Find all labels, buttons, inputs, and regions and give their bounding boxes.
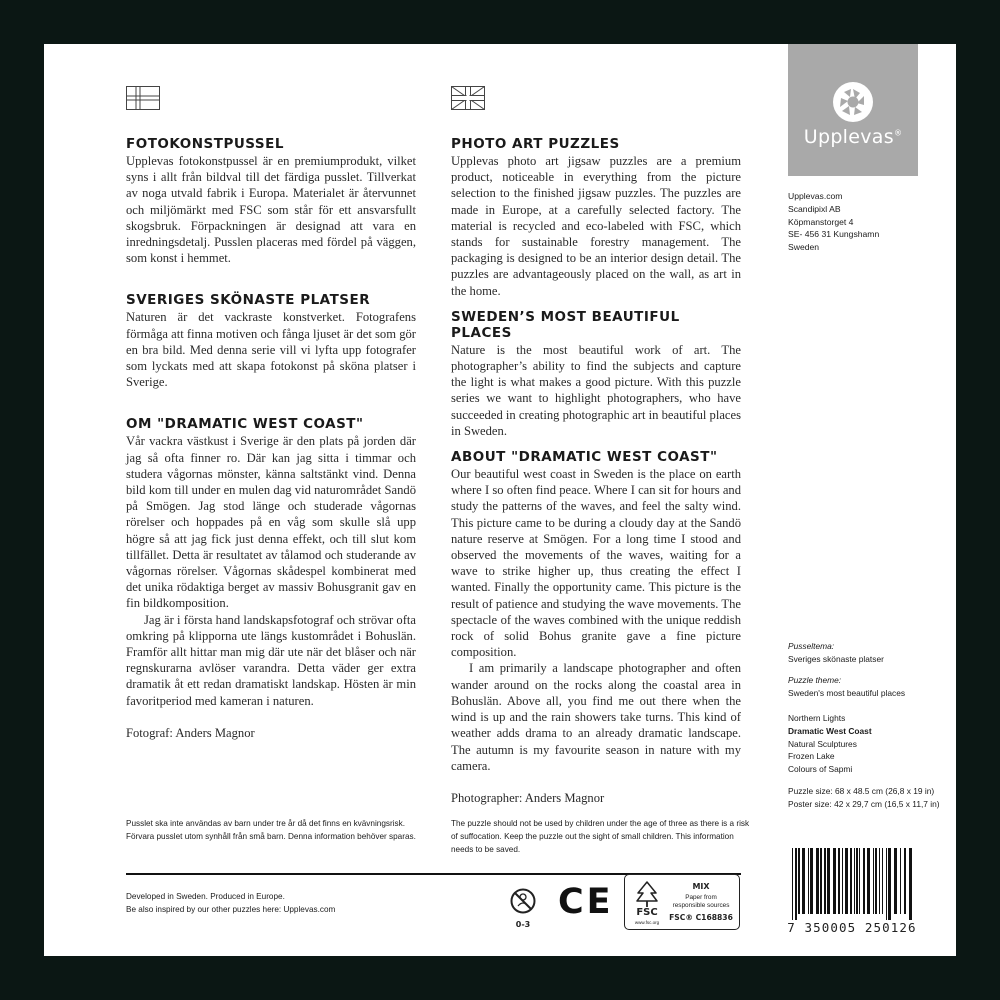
english-column	[451, 136, 741, 806]
barcode-bar	[810, 848, 813, 914]
barcode-bar	[873, 848, 874, 914]
warning-en	[451, 818, 749, 856]
address-line: SE- 456 31 Kungshamn	[788, 229, 880, 240]
uk-flag-icon	[451, 86, 485, 110]
swedish-flag-icon	[126, 86, 160, 110]
section-title: SVERIGES SKÖNASTE PLATSER	[126, 292, 371, 309]
barcode-bar	[909, 848, 912, 920]
footer-text	[126, 890, 335, 916]
package-back	[44, 44, 956, 956]
theme-label-sv: Pusseltema:	[788, 641, 835, 651]
warning-line: of suffocation. Keep the puzzle out the sight of small children. This information	[451, 831, 734, 841]
fsc-url: www.fsc.org	[634, 920, 660, 925]
barcode-bar	[816, 848, 819, 914]
section-body: Our beautiful west coast in Sweden is the place on earth where I so often find peace. Where I can sit for hours and study the patterns of the waves, and feel the salty wind. This picture came to be during a cloudy day at the Sandö nature reserve at Smögen. For a long time I stood and observed the movements of the waves, waiting for a wave to strike higher up, thus creating the effect I wanted. Finally the opportunity came. This picture is the result of patience and studying the wave movements. The spectacle of the waves combined with the unique reddish rock of solid Bohus granite gave a fine picture composition.	[451, 467, 741, 660]
barcode-bar	[820, 848, 822, 914]
section-title: ABOUT "DRAMATIC WEST COAST"	[451, 449, 718, 466]
barcode-bar	[882, 848, 883, 914]
ce-mark: CE	[558, 882, 614, 922]
address-line: Köpmanstorget 4	[788, 216, 854, 227]
barcode-bar	[808, 848, 809, 914]
barcode-bar	[842, 848, 843, 914]
series-item: Frozen Lake	[788, 751, 835, 762]
barcode-bar	[879, 848, 880, 914]
series-item-selected: Dramatic West Coast	[788, 725, 872, 736]
series-item: Natural Sculptures	[788, 738, 857, 749]
warning-line: Pusslet ska inte användas av barn under tre år då det finns en kvävningsrisk.	[126, 819, 405, 828]
barcode-bar	[863, 848, 865, 914]
fsc-label	[624, 874, 740, 930]
footer-line: Developed in Sweden. Produced in Europe.	[126, 892, 285, 901]
theme-value-en: Sweden's most beautiful places	[788, 687, 906, 698]
sv-section-3	[126, 416, 416, 708]
section-body: Naturen är det vackraste konstverket. Fotografens förmåga att finna motiven och fånga ljuset är det som gör en bra bild. Med denna serie vill vi lyfta upp fotografer som lyckats med att skapa fotokonst på sköna platser i Sverige.	[126, 310, 416, 390]
section-body: Upplevas fotokonstpussel är en premiumprodukt, vilket syns i allt från bildval till det färdiga pusslet. Tillverkat av noga utvald fabrik i Europa. Materialet är återvunnet och miljömärkt med FSC som står för ett ansvarsfullt skogsbruk. Förpackningen är designad att vara en inredningsdetalj. Pusslen placeras med fördel på väggen, som konst i hemmet.	[126, 154, 416, 266]
puzzle-size: Puzzle size: 68 x 48.5 cm (26,8 x 19 in)	[788, 786, 935, 797]
warning-line: The puzzle should not be used by children under the age of three as there is a risk	[451, 819, 750, 828]
section-body: Jag är i första hand landskapsfotograf och strövar ofta omkring på klipporna ute längs kustområdet i Bohuslän. Framför allt hittar man mig där ute när det blåser och när regnskurarna avlöser varandra. Detta väder ger extra dramatik åt ett redan dramatiskt landskap. Hösten är min favoritperiod med kameran i naturen.	[126, 612, 416, 708]
age-label: 0-3	[515, 920, 531, 929]
brand-wordmark: Upplevas	[803, 126, 894, 148]
aperture-icon	[831, 80, 875, 124]
fsc-code: FSC® C168836	[669, 913, 733, 922]
swedish-column	[126, 136, 416, 741]
address-line: Scandipixl AB	[788, 203, 841, 214]
barcode-bars	[786, 848, 918, 922]
section-body: Vår vackra västkust i Sverige är den plats på jorden där jag så ofta finner ro. Där kan jag sitta i timmar och studera vågornas mönster, känna saltstänkt vind. Denna bild kom till under en mulen dag vid naturområdet Sandö på Smögen. Jag stod länge och studerade vågornas rörelser och hoppades på en våg som skulle slå upp högre så att jag fick just denna effekt, och till slut kom tillfället. Detta är resultatet av tålamod och studerande av vågornas rörelser. Vågornas skådespel kombinerat med det unika rödaktiga berget av massiv Bohusgranit gav en fin bildkomposition.	[126, 434, 416, 611]
section-title: SWEDEN’S MOST BEAUTIFUL PLACES	[451, 308, 680, 341]
barcode-bar	[795, 848, 797, 920]
barcode-bar	[867, 848, 870, 914]
section-title: FOTOKONSTPUSSEL	[126, 136, 284, 152]
sv-section-2	[126, 292, 416, 390]
barcode-bar	[875, 848, 877, 914]
barcode-bar	[894, 848, 897, 914]
barcode-bar	[886, 848, 887, 920]
en-section-3	[451, 449, 741, 774]
barcode-bar	[838, 848, 840, 914]
fsc-responsible-sources: responsible sources	[672, 902, 730, 909]
barcode-bar	[802, 848, 805, 914]
series-item: Colours of Sapmi	[788, 763, 853, 774]
barcode-bar	[904, 848, 906, 914]
theme-info	[788, 640, 940, 811]
barcode	[786, 848, 918, 938]
brand-name	[788, 126, 918, 148]
barcode-bar	[888, 848, 891, 920]
barcode-digits: 7 350005 250126	[787, 920, 917, 935]
section-body: I am primarily a landscape photographer and often wander around on the rocks along the coastal area in Bohuslän. Above all, you find me out there when the wind is up and the rain showers take turns. This kind of weather adds drama to an already dramatic landscape. The autumn is my favourite season in nature with my camera.	[451, 661, 741, 773]
warning-line: needs to be saved.	[451, 844, 521, 854]
age-warning	[510, 888, 536, 934]
barcode-bar	[824, 848, 826, 914]
barcode-bar	[798, 848, 800, 914]
no-children-under-3-icon	[510, 888, 536, 914]
barcode-bar	[833, 848, 836, 914]
section-body: Upplevas photo art jigsaw puzzles are a premium product, noticeable in everything from the picture selection to the finished jigsaw puzzles. The puzzles are made in Europe, at a carefully selected factory. The material is recycled and eco-labeled with FSC, which stands for sustainable forestry management. The packaging is designed to be an interior design detail. The puzzles are advantageously placed on the wall, as art in the home.	[451, 154, 741, 298]
barcode-bar	[845, 848, 848, 914]
barcode-bar	[900, 848, 901, 914]
barcode-bar	[854, 848, 855, 914]
warning-line: Förvara pusslet utom synhåll från små barn. Denna information behöver sparas.	[126, 831, 416, 841]
barcode-bar	[792, 848, 793, 920]
fsc-paper-from: Paper from	[685, 894, 717, 901]
address-line: Sweden	[788, 242, 820, 253]
photographer-credit: Photographer: Anders Magnor	[451, 790, 605, 805]
company-address	[788, 190, 879, 254]
fsc-mix: MIX	[692, 882, 710, 891]
fsc-tree-icon	[635, 880, 659, 908]
barcode-bar	[859, 848, 860, 914]
sv-section-1	[126, 136, 416, 266]
barcode-bar	[856, 848, 858, 914]
poster-size: Poster size: 42 x 29,7 cm (16,5 x 11,7 in)	[788, 798, 940, 809]
barcode-bar	[827, 848, 830, 914]
en-section-1	[451, 136, 741, 299]
theme-value-sv: Sveriges skönaste platser	[788, 653, 884, 664]
section-title: PHOTO ART PUZZLES	[451, 136, 620, 152]
theme-label-en: Puzzle theme:	[788, 675, 842, 686]
footer-line: Be also inspired by our other puzzles here: Upplevas.com	[126, 905, 336, 914]
section-body: Nature is the most beautiful work of art. The photographer’s ability to find the subjects and capture the light is what makes a good picture. With this puzzle series we want to highlight photographers, who have succeeded in creating photographic art in beautiful places in Sweden.	[451, 342, 741, 438]
series-item: Northern Lights	[788, 713, 846, 724]
en-section-2	[451, 309, 741, 439]
series-list	[788, 712, 940, 775]
barcode-bar	[850, 848, 852, 914]
address-line: Upplevas.com	[788, 191, 843, 201]
section-title: OM "DRAMATIC WEST COAST"	[126, 416, 364, 433]
warning-sv	[126, 818, 416, 844]
brand-logo	[788, 44, 918, 176]
fsc-text: FSC	[636, 907, 658, 918]
photographer-credit: Fotograf: Anders Magnor	[126, 725, 255, 740]
registered-mark: ®	[893, 128, 903, 138]
